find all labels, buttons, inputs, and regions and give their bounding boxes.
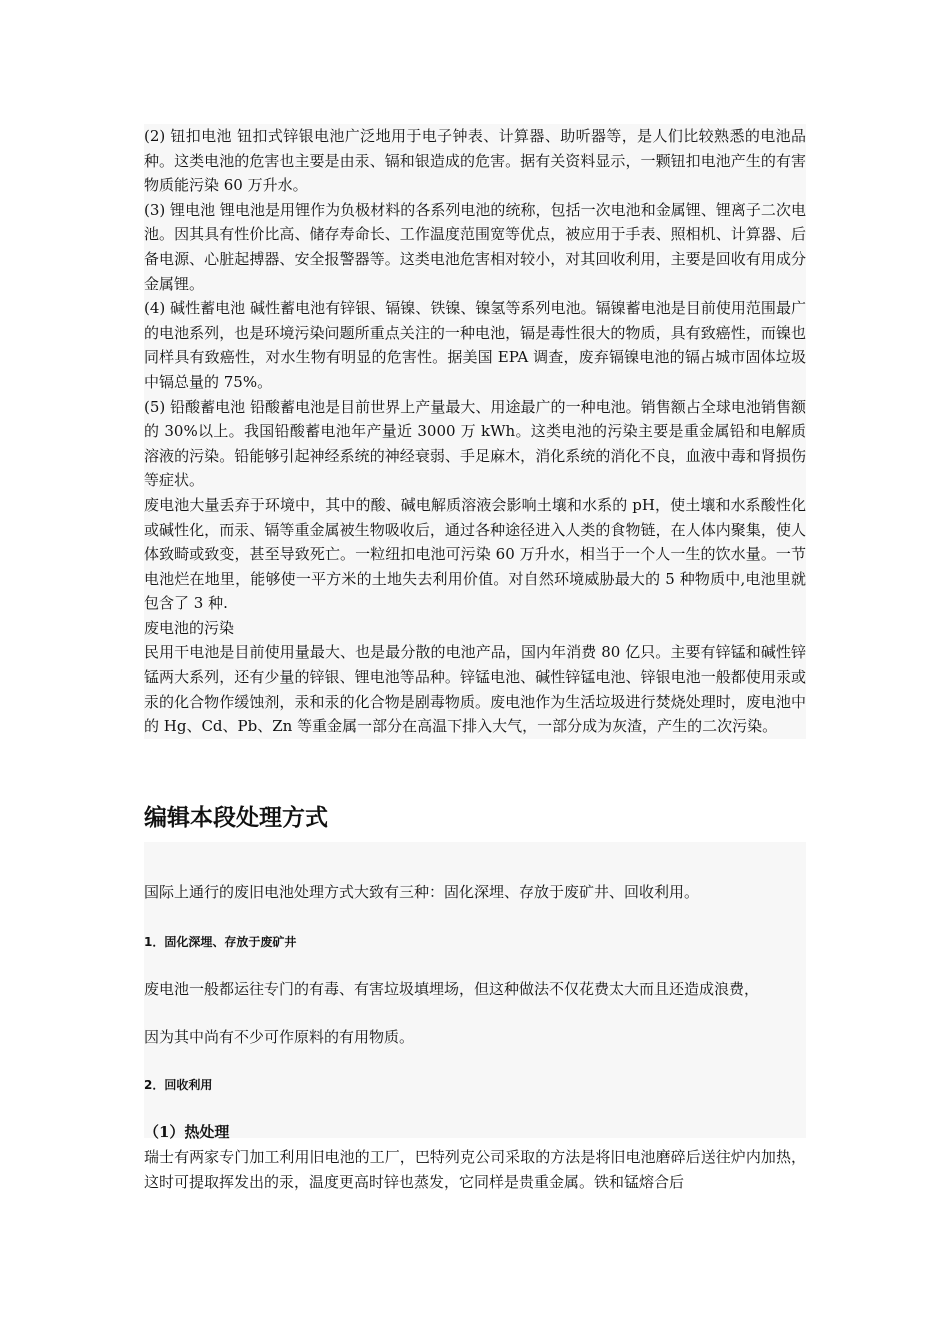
sub1-text: 瑞士有两家专门加工利用旧电池的工厂，巴特列克公司采取的方法是将旧电池磨碎后送往炉内加热，这时可提取挥发出的汞，温度更高时锌也蒸发，它同样是贵重金属。铁和锰熔合后 — [144, 1148, 806, 1191]
paragraph-dry-cell: 民用干电池是目前使用量最大、也是最分散的电池产品，国内年消费 80 亿只。主要有锌锰和碱性锌锰两大系列，还有少量的锌银、锂电池等品种。锌锰电池、碱性锌锰电池、锌银电池一般都使用汞或汞的化合物作缓蚀剂，汞和汞的化合物是剧毒物质。废电池作为生活垃圾进行焚烧处理时，废电池中的 Hg、Cd、Pb、Zn 等重金属一部分在高温下排入大气，一部分成为灰渣，产生的二次污染。 — [144, 643, 806, 736]
intro-text: 国际上通行的废旧电池处理方式大致有三种：固化深埋、存放于废矿井、回收利用。 — [144, 883, 700, 901]
paragraph-button-cell: (2) 钮扣电池 钮扣式锌银电池广泛地用于电子钟表、计算器、助听器等，是人们比较熟悉的电池品种。这类电池的危害也主要是由汞、镉和银造成的危害。据有关资料显示，一颗钮扣电池产生的有害物质能污染 60 万升水。 — [144, 127, 806, 195]
item2-title: 2．回收利用 — [144, 1078, 213, 1092]
paragraph-pollution-title: 废电池的污染 — [144, 618, 235, 637]
item1-line1: 废电池一般都运往专门的有毒、有害垃圾填埋场，但这种做法不仅花费太大而且还造成浪费， — [144, 980, 760, 998]
paragraph-lithium-battery: (3) 锂电池 锂电池是用锂作为负极材料的各系列电池的统称，包括一次电池和金属锂、锂离子二次电池。因其具有性价比高、储存寿命长、工作温度范围宽等优点，被应用于手表、照相机、计算器、后备电源、心脏起搏器、安全报警器等。这类电池危害相对较小，对其回收利用，主要是回收有用成分金属锂。 — [144, 200, 806, 293]
item1-line2: 因为其中尚有不少可作原料的有用物质。 — [144, 1028, 415, 1046]
section-heading: 编辑本段处理方式 — [144, 805, 328, 831]
paragraph-waste-impact: 废电池大量丢弃于环境中，其中的酸、碱电解质溶液会影响土壤和水系的 pH，使土壤和水系酸性化或碱性化，而汞、镉等重金属被生物吸收后，通过各种途径进入人类的食物链，在人体内聚集，使人体致畸或致变，甚至导致死亡。一粒纽扣电池可污染 60 万升水，相当于一个人一生的饮水量。一节电池烂在地里，能够使一平方米的土地失去利用价值。对自然环境威胁最大的 5 种物质中,电池里就包含了 3 种. — [144, 495, 806, 613]
body-text — [144, 124, 806, 739]
sub1-title: （1）热处理 — [144, 1123, 230, 1141]
item1-title: 1．固化深埋、存放于废矿井 — [144, 935, 297, 949]
paragraph-alkaline-battery: (4) 碱性蓄电池 碱性蓄电池有锌银、镉镍、铁镍、镍氢等系列电池。镉镍蓄电池是目前使用范围最广的电池系列，也是环境污染问题所重点关注的一种电池，镉是毒性很大的物质，具有致癌性，而镍也同样具有致癌性，对水生物有明显的危害性。据美国 EPA 调查，废弃镉镍电池的镉占城市固体垃圾中镉总量的 75%。 — [144, 299, 806, 391]
paragraph-lead-acid-battery: (5) 铅酸蓄电池 铅酸蓄电池是目前世界上产量最大、用途最广的一种电池。销售额占全球电池销售额的 30%以上。我国铅酸蓄电池年产量近 3000 万 kWh。这类电池的污染主要是重金属铅和电解质溶液的污染。铅能够引起神经系统的神经衰弱、手足麻木，消化系统的消化不良，血液中毒和肾损伤等症状。 — [144, 397, 806, 490]
